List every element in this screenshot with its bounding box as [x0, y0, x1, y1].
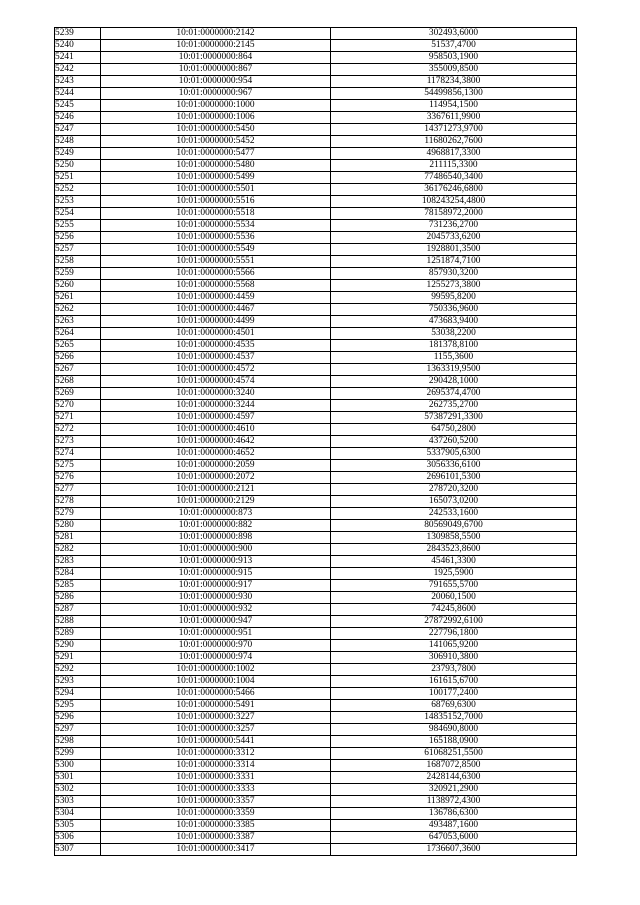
- value-cell: 2843523,8600: [331, 544, 577, 556]
- value-cell: 3367611,9900: [331, 112, 577, 124]
- value-cell: 3056336,6100: [331, 460, 577, 472]
- value-cell: 1925,5900: [331, 568, 577, 580]
- cadastral-number-cell: 10:01:0000000:917: [101, 580, 331, 592]
- value-cell: 36176246,6800: [331, 184, 577, 196]
- table-row: [55, 436, 577, 448]
- value-cell: 136786,6300: [331, 808, 577, 820]
- row-number-cell: 5287: [55, 604, 101, 616]
- cadastral-number-cell: 10:01:0000000:3387: [101, 832, 331, 844]
- table-row: [55, 580, 577, 592]
- row-number-cell: 5294: [55, 688, 101, 700]
- table-row: [55, 484, 577, 496]
- row-number-cell: 5295: [55, 700, 101, 712]
- cadastral-number-cell: 10:01:0000000:970: [101, 640, 331, 652]
- table-row: [55, 208, 577, 220]
- cadastral-number-cell: 10:01:0000000:5499: [101, 172, 331, 184]
- cadastral-number-cell: 10:01:0000000:2142: [101, 28, 331, 40]
- cadastral-number-cell: 10:01:0000000:954: [101, 76, 331, 88]
- table-row: [55, 100, 577, 112]
- value-cell: 181378,8100: [331, 340, 577, 352]
- row-number-cell: 5267: [55, 364, 101, 376]
- table-row: [55, 568, 577, 580]
- value-cell: 57387291,3300: [331, 412, 577, 424]
- table-row: [55, 736, 577, 748]
- table-body: [55, 28, 577, 856]
- value-cell: 857930,3200: [331, 268, 577, 280]
- table-row: [55, 676, 577, 688]
- table-row: [55, 40, 577, 52]
- cadastral-number-cell: 10:01:0000000:5441: [101, 736, 331, 748]
- table-row: [55, 268, 577, 280]
- table-row: [55, 76, 577, 88]
- cadastral-number-cell: 10:01:0000000:3417: [101, 844, 331, 856]
- table-row: [55, 64, 577, 76]
- row-number-cell: 5274: [55, 448, 101, 460]
- table-row: [55, 232, 577, 244]
- row-number-cell: 5271: [55, 412, 101, 424]
- row-number-cell: 5285: [55, 580, 101, 592]
- table-row: [55, 364, 577, 376]
- row-number-cell: 5299: [55, 748, 101, 760]
- table-row: [55, 556, 577, 568]
- table-row: [55, 496, 577, 508]
- row-number-cell: 5297: [55, 724, 101, 736]
- cadastral-number-cell: 10:01:0000000:5534: [101, 220, 331, 232]
- cadastral-number-cell: 10:01:0000000:5536: [101, 232, 331, 244]
- row-number-cell: 5281: [55, 532, 101, 544]
- cadastral-number-cell: 10:01:0000000:5477: [101, 148, 331, 160]
- value-cell: 320921,2900: [331, 784, 577, 796]
- cadastral-number-cell: 10:01:0000000:2129: [101, 496, 331, 508]
- row-number-cell: 5277: [55, 484, 101, 496]
- cadastral-number-cell: 10:01:0000000:1000: [101, 100, 331, 112]
- cadastral-number-cell: 10:01:0000000:3331: [101, 772, 331, 784]
- value-cell: 2428144,6300: [331, 772, 577, 784]
- value-cell: 1155,3600: [331, 352, 577, 364]
- row-number-cell: 5247: [55, 124, 101, 136]
- cadastral-number-cell: 10:01:0000000:3359: [101, 808, 331, 820]
- value-cell: 302493,6000: [331, 28, 577, 40]
- value-cell: 242533,1600: [331, 508, 577, 520]
- cadastral-number-cell: 10:01:0000000:4501: [101, 328, 331, 340]
- cadastral-number-cell: 10:01:0000000:5551: [101, 256, 331, 268]
- row-number-cell: 5288: [55, 616, 101, 628]
- cadastral-number-cell: 10:01:0000000:3357: [101, 796, 331, 808]
- value-cell: 20060,1500: [331, 592, 577, 604]
- cadastral-number-cell: 10:01:0000000:4652: [101, 448, 331, 460]
- value-cell: 984690,8000: [331, 724, 577, 736]
- value-cell: 64750,2800: [331, 424, 577, 436]
- value-cell: 278720,3200: [331, 484, 577, 496]
- data-table: [54, 27, 577, 856]
- row-number-cell: 5248: [55, 136, 101, 148]
- value-cell: 1928801,3500: [331, 244, 577, 256]
- table-row: [55, 640, 577, 652]
- table-row: [55, 184, 577, 196]
- cadastral-number-cell: 10:01:0000000:4572: [101, 364, 331, 376]
- value-cell: 1255273,3800: [331, 280, 577, 292]
- row-number-cell: 5275: [55, 460, 101, 472]
- cadastral-number-cell: 10:01:0000000:4642: [101, 436, 331, 448]
- value-cell: 53038,2200: [331, 328, 577, 340]
- table-row: [55, 448, 577, 460]
- cadastral-number-cell: 10:01:0000000:915: [101, 568, 331, 580]
- value-cell: 493487,1600: [331, 820, 577, 832]
- table-row: [55, 172, 577, 184]
- table-row: [55, 328, 577, 340]
- table-row: [55, 520, 577, 532]
- table-row: [55, 796, 577, 808]
- value-cell: 1178234,3800: [331, 76, 577, 88]
- value-cell: 731236,2700: [331, 220, 577, 232]
- row-number-cell: 5286: [55, 592, 101, 604]
- value-cell: 27872992,6100: [331, 616, 577, 628]
- row-number-cell: 5269: [55, 388, 101, 400]
- row-number-cell: 5250: [55, 160, 101, 172]
- table-row: [55, 604, 577, 616]
- cadastral-number-cell: 10:01:0000000:3312: [101, 748, 331, 760]
- table-row: [55, 748, 577, 760]
- cadastral-number-cell: 10:01:0000000:5501: [101, 184, 331, 196]
- value-cell: 108243254,4800: [331, 196, 577, 208]
- cadastral-number-cell: 10:01:0000000:5549: [101, 244, 331, 256]
- cadastral-number-cell: 10:01:0000000:2059: [101, 460, 331, 472]
- cadastral-number-cell: 10:01:0000000:4537: [101, 352, 331, 364]
- table-row: [55, 160, 577, 172]
- table-row: [55, 352, 577, 364]
- row-number-cell: 5298: [55, 736, 101, 748]
- value-cell: 14835152,7000: [331, 712, 577, 724]
- row-number-cell: 5266: [55, 352, 101, 364]
- table-row: [55, 52, 577, 64]
- value-cell: 2696101,5300: [331, 472, 577, 484]
- table-row: [55, 532, 577, 544]
- row-number-cell: 5239: [55, 28, 101, 40]
- row-number-cell: 5253: [55, 196, 101, 208]
- cadastral-number-cell: 10:01:0000000:4597: [101, 412, 331, 424]
- table-row: [55, 772, 577, 784]
- cadastral-number-cell: 10:01:0000000:5568: [101, 280, 331, 292]
- cadastral-number-cell: 10:01:0000000:3385: [101, 820, 331, 832]
- row-number-cell: 5293: [55, 676, 101, 688]
- cadastral-number-cell: 10:01:0000000:5480: [101, 160, 331, 172]
- row-number-cell: 5262: [55, 304, 101, 316]
- cadastral-number-cell: 10:01:0000000:4459: [101, 292, 331, 304]
- value-cell: 791655,5700: [331, 580, 577, 592]
- value-cell: 78158972,2000: [331, 208, 577, 220]
- row-number-cell: 5254: [55, 208, 101, 220]
- row-number-cell: 5306: [55, 832, 101, 844]
- cadastral-number-cell: 10:01:0000000:5518: [101, 208, 331, 220]
- cadastral-number-cell: 10:01:0000000:3244: [101, 400, 331, 412]
- value-cell: 958503,1900: [331, 52, 577, 64]
- value-cell: 1138972,4300: [331, 796, 577, 808]
- table-row: [55, 136, 577, 148]
- row-number-cell: 5272: [55, 424, 101, 436]
- value-cell: 68769,6300: [331, 700, 577, 712]
- table-row: [55, 28, 577, 40]
- table-row: [55, 616, 577, 628]
- row-number-cell: 5296: [55, 712, 101, 724]
- row-number-cell: 5240: [55, 40, 101, 52]
- value-cell: 74245,8600: [331, 604, 577, 616]
- row-number-cell: 5282: [55, 544, 101, 556]
- table-row: [55, 508, 577, 520]
- row-number-cell: 5259: [55, 268, 101, 280]
- cadastral-number-cell: 10:01:0000000:4535: [101, 340, 331, 352]
- table-row: [55, 412, 577, 424]
- value-cell: 1363319,9500: [331, 364, 577, 376]
- value-cell: 262735,2700: [331, 400, 577, 412]
- cadastral-number-cell: 10:01:0000000:1002: [101, 664, 331, 676]
- table-row: [55, 196, 577, 208]
- table-row: [55, 280, 577, 292]
- table-row: [55, 460, 577, 472]
- cadastral-number-cell: 10:01:0000000:898: [101, 532, 331, 544]
- row-number-cell: 5304: [55, 808, 101, 820]
- cadastral-number-cell: 10:01:0000000:5452: [101, 136, 331, 148]
- value-cell: 750336,9600: [331, 304, 577, 316]
- row-number-cell: 5292: [55, 664, 101, 676]
- value-cell: 23793,7800: [331, 664, 577, 676]
- row-number-cell: 5273: [55, 436, 101, 448]
- cadastral-number-cell: 10:01:0000000:1006: [101, 112, 331, 124]
- value-cell: 355009,8500: [331, 64, 577, 76]
- row-number-cell: 5290: [55, 640, 101, 652]
- row-number-cell: 5255: [55, 220, 101, 232]
- table-row: [55, 388, 577, 400]
- table-row: [55, 544, 577, 556]
- value-cell: 114954,1500: [331, 100, 577, 112]
- cadastral-number-cell: 10:01:0000000:3333: [101, 784, 331, 796]
- value-cell: 290428,1000: [331, 376, 577, 388]
- row-number-cell: 5244: [55, 88, 101, 100]
- value-cell: 161615,6700: [331, 676, 577, 688]
- cadastral-number-cell: 10:01:0000000:3227: [101, 712, 331, 724]
- value-cell: 80569049,6700: [331, 520, 577, 532]
- row-number-cell: 5279: [55, 508, 101, 520]
- table-row: [55, 400, 577, 412]
- value-cell: 77486540,3400: [331, 172, 577, 184]
- table-row: [55, 652, 577, 664]
- value-cell: 11680262,7600: [331, 136, 577, 148]
- cadastral-number-cell: 10:01:0000000:2072: [101, 472, 331, 484]
- table-row: [55, 592, 577, 604]
- row-number-cell: 5303: [55, 796, 101, 808]
- cadastral-number-cell: 10:01:0000000:932: [101, 604, 331, 616]
- row-number-cell: 5305: [55, 820, 101, 832]
- row-number-cell: 5283: [55, 556, 101, 568]
- cadastral-number-cell: 10:01:0000000:913: [101, 556, 331, 568]
- value-cell: 2045733,6200: [331, 232, 577, 244]
- row-number-cell: 5261: [55, 292, 101, 304]
- row-number-cell: 5284: [55, 568, 101, 580]
- row-number-cell: 5278: [55, 496, 101, 508]
- cadastral-number-cell: 10:01:0000000:3314: [101, 760, 331, 772]
- value-cell: 227796,1800: [331, 628, 577, 640]
- value-cell: 165188,0900: [331, 736, 577, 748]
- table-row: [55, 112, 577, 124]
- cadastral-number-cell: 10:01:0000000:900: [101, 544, 331, 556]
- value-cell: 1251874,7100: [331, 256, 577, 268]
- row-number-cell: 5243: [55, 76, 101, 88]
- row-number-cell: 5300: [55, 760, 101, 772]
- row-number-cell: 5258: [55, 256, 101, 268]
- row-number-cell: 5242: [55, 64, 101, 76]
- row-number-cell: 5245: [55, 100, 101, 112]
- cadastral-number-cell: 10:01:0000000:5450: [101, 124, 331, 136]
- value-cell: 165073,0200: [331, 496, 577, 508]
- cadastral-number-cell: 10:01:0000000:4574: [101, 376, 331, 388]
- table-row: [55, 376, 577, 388]
- table-row: [55, 124, 577, 136]
- cadastral-number-cell: 10:01:0000000:3240: [101, 388, 331, 400]
- cadastral-number-cell: 10:01:0000000:4467: [101, 304, 331, 316]
- table-row: [55, 244, 577, 256]
- row-number-cell: 5289: [55, 628, 101, 640]
- row-number-cell: 5257: [55, 244, 101, 256]
- cadastral-number-cell: 10:01:0000000:5466: [101, 688, 331, 700]
- table-row: [55, 292, 577, 304]
- cadastral-number-cell: 10:01:0000000:2145: [101, 40, 331, 52]
- value-cell: 306910,3800: [331, 652, 577, 664]
- row-number-cell: 5265: [55, 340, 101, 352]
- row-number-cell: 5302: [55, 784, 101, 796]
- cadastral-number-cell: 10:01:0000000:873: [101, 508, 331, 520]
- table-row: [55, 472, 577, 484]
- table-row: [55, 688, 577, 700]
- row-number-cell: 5268: [55, 376, 101, 388]
- table-row: [55, 832, 577, 844]
- cadastral-number-cell: 10:01:0000000:5566: [101, 268, 331, 280]
- cadastral-number-cell: 10:01:0000000:930: [101, 592, 331, 604]
- row-number-cell: 5246: [55, 112, 101, 124]
- cadastral-number-cell: 10:01:0000000:3257: [101, 724, 331, 736]
- cadastral-number-cell: 10:01:0000000:967: [101, 88, 331, 100]
- table-row: [55, 316, 577, 328]
- value-cell: 45461,3300: [331, 556, 577, 568]
- table-row: [55, 808, 577, 820]
- value-cell: 100177,2400: [331, 688, 577, 700]
- value-cell: 54499856,1300: [331, 88, 577, 100]
- row-number-cell: 5249: [55, 148, 101, 160]
- value-cell: 1736607,3600: [331, 844, 577, 856]
- cadastral-number-cell: 10:01:0000000:947: [101, 616, 331, 628]
- cadastral-number-cell: 10:01:0000000:2121: [101, 484, 331, 496]
- row-number-cell: 5251: [55, 172, 101, 184]
- value-cell: 51537,4700: [331, 40, 577, 52]
- value-cell: 14371273,9700: [331, 124, 577, 136]
- row-number-cell: 5307: [55, 844, 101, 856]
- cadastral-number-cell: 10:01:0000000:867: [101, 64, 331, 76]
- table-row: [55, 784, 577, 796]
- value-cell: 141065,9200: [331, 640, 577, 652]
- table-row: [55, 724, 577, 736]
- table-row: [55, 628, 577, 640]
- table-row: [55, 712, 577, 724]
- value-cell: 99595,8200: [331, 292, 577, 304]
- value-cell: 5337905,6300: [331, 448, 577, 460]
- cadastral-number-cell: 10:01:0000000:882: [101, 520, 331, 532]
- row-number-cell: 5291: [55, 652, 101, 664]
- cadastral-number-cell: 10:01:0000000:4499: [101, 316, 331, 328]
- cadastral-number-cell: 10:01:0000000:951: [101, 628, 331, 640]
- value-cell: 473683,9400: [331, 316, 577, 328]
- row-number-cell: 5264: [55, 328, 101, 340]
- table-row: [55, 340, 577, 352]
- table-row: [55, 424, 577, 436]
- value-cell: 1309858,5500: [331, 532, 577, 544]
- cadastral-number-cell: 10:01:0000000:1004: [101, 676, 331, 688]
- row-number-cell: 5301: [55, 772, 101, 784]
- cadastral-number-cell: 10:01:0000000:864: [101, 52, 331, 64]
- cadastral-number-cell: 10:01:0000000:5491: [101, 700, 331, 712]
- table-row: [55, 148, 577, 160]
- table-row: [55, 220, 577, 232]
- table-row: [55, 760, 577, 772]
- table-row: [55, 700, 577, 712]
- cadastral-number-cell: 10:01:0000000:5516: [101, 196, 331, 208]
- table-row: [55, 304, 577, 316]
- row-number-cell: 5241: [55, 52, 101, 64]
- row-number-cell: 5263: [55, 316, 101, 328]
- value-cell: 437260,5200: [331, 436, 577, 448]
- row-number-cell: 5260: [55, 280, 101, 292]
- table-row: [55, 88, 577, 100]
- table-row: [55, 664, 577, 676]
- value-cell: 647053,6000: [331, 832, 577, 844]
- table-row: [55, 256, 577, 268]
- row-number-cell: 5270: [55, 400, 101, 412]
- value-cell: 2695374,4700: [331, 388, 577, 400]
- value-cell: 211115,3300: [331, 160, 577, 172]
- row-number-cell: 5276: [55, 472, 101, 484]
- value-cell: 4968817,3300: [331, 148, 577, 160]
- row-number-cell: 5256: [55, 232, 101, 244]
- cadastral-number-cell: 10:01:0000000:4610: [101, 424, 331, 436]
- row-number-cell: 5280: [55, 520, 101, 532]
- table-row: [55, 820, 577, 832]
- table-row: [55, 844, 577, 856]
- cadastral-number-cell: 10:01:0000000:974: [101, 652, 331, 664]
- row-number-cell: 5252: [55, 184, 101, 196]
- value-cell: 1687072,8500: [331, 760, 577, 772]
- value-cell: 61068251,5500: [331, 748, 577, 760]
